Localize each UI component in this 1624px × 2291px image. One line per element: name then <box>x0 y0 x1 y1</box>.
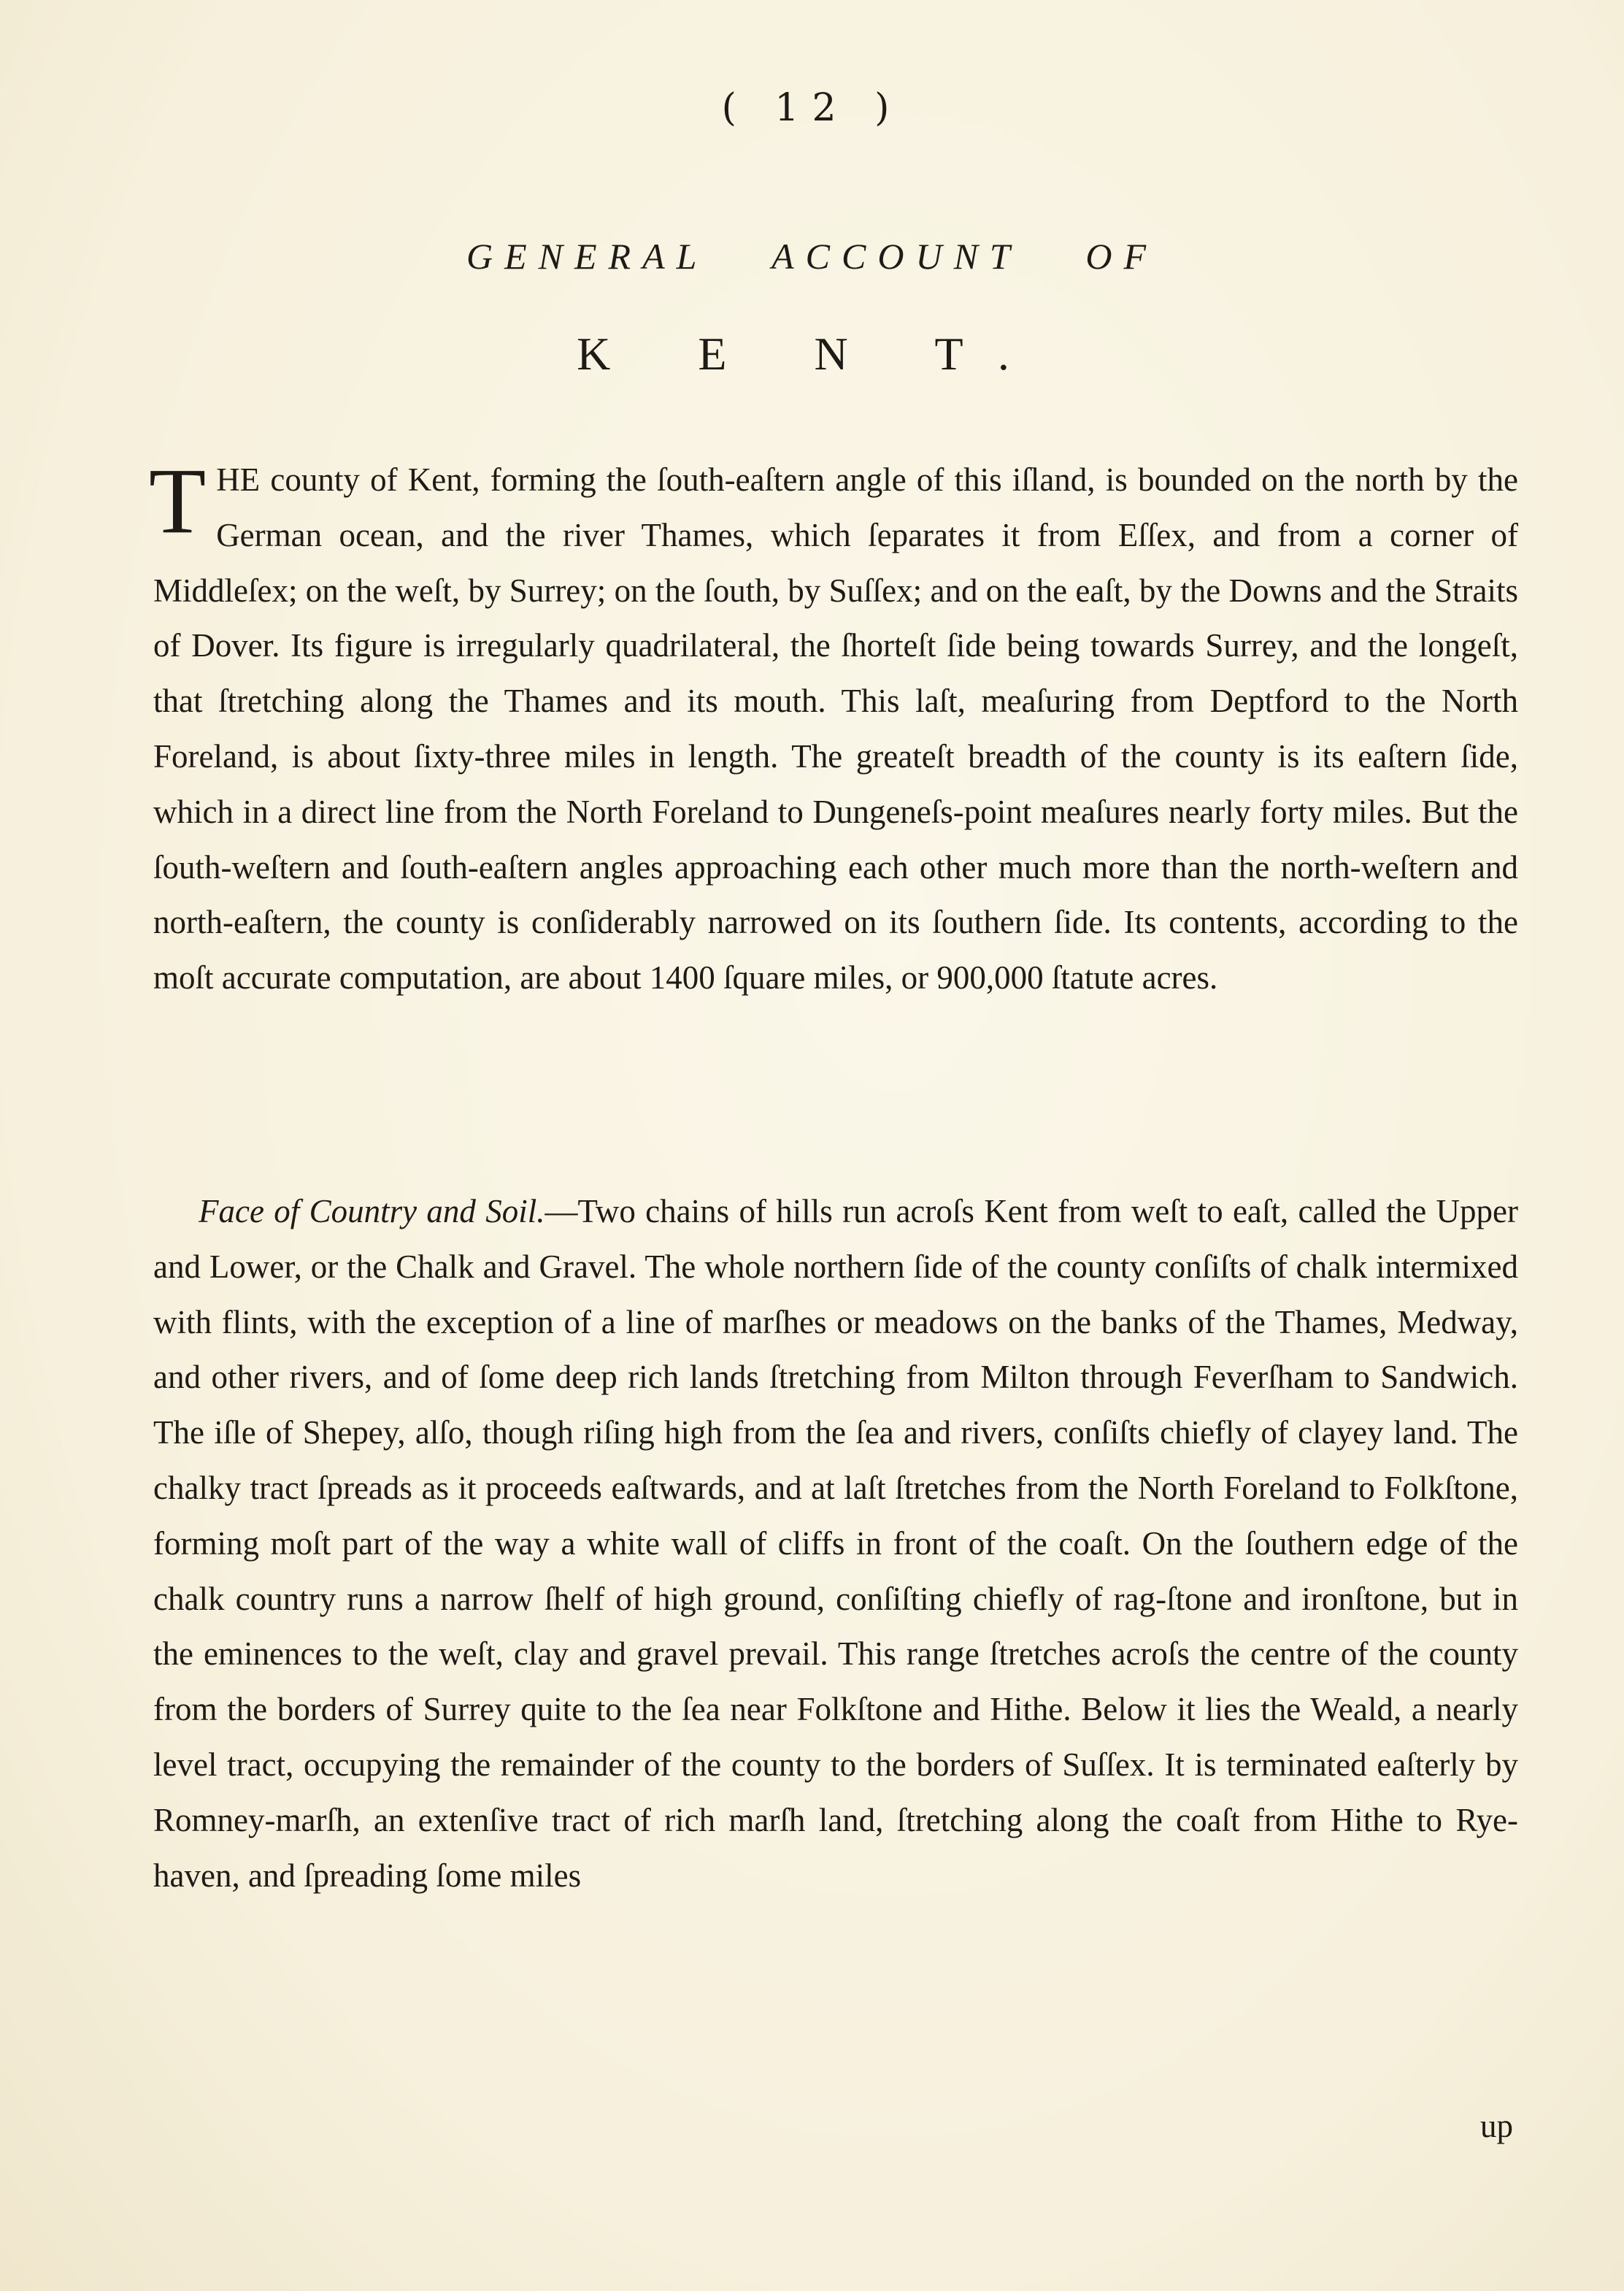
paragraph-boundaries <box>149 449 1518 1006</box>
paragraph-heading: Face of Country and Soil. <box>199 1193 545 1229</box>
section-title: GENERAL ACCOUNT OF <box>466 236 1158 277</box>
paragraph-face-of-country <box>153 1184 1518 1903</box>
page-number: ( 12 ) <box>721 86 903 130</box>
section-subtitle: K E N T. <box>577 328 1047 380</box>
drop-cap: T <box>149 449 207 553</box>
paragraph-boundaries-text: HE county of Kent, forming the ſouth-eaſtern angle of this iſland, is bounded on the north by the German ocean, and the river Thames, which ſeparates it from Eſſex, and from a corner of Middleſex; on the weſt, by Surrey; on the ſouth, by Suſſex; and on the eaſt, by the Downs and the Straits of Dover. Its figure is irregularly quadrilateral, the ſhorteſt ſide being towards Surrey, and the longeſt, that ſtretching along the Thames and its mouth. This laſt, meaſuring from Deptford to the North Foreland, is about ſixty-three miles in length. The greateſt breadth of the county is its eaſtern ſide, which in a direct line from the North Foreland to Dungeneſs-point meaſures nearly forty miles. But the ſouth-weſtern and ſouth-eaſtern angles approaching each other much more than the north-weſtern and north-eaſtern, the county is conſiderably narrowed on its ſouthern ſide. Its contents, according to the moſt accurate computation, are about 1400 ſquare miles, or 900,000 ſtatute acres. <box>153 461 1518 997</box>
catchword: up <box>1480 2108 1513 2144</box>
paragraph-face-of-country-text: —Two chains of hills run acroſs Kent from weſt to eaſt, called the Upper and Lower, or the Chalk and Gravel. The whole northern ſide of the county conſiſts of chalk intermixed with flints, with the exception of a line of marſhes or meadows on the banks of the Thames, Medway, and other rivers, and of ſome deep rich lands ſtretching from Milton through Feverſham to Sandwich. The iſle of Shepey, alſo, though riſing high from the ſea and rivers, conſiſts chiefly of clayey land. The chalky tract ſpreads as it proceeds eaſtwards, and at laſt ſtretches from the North Foreland to Folkſtone, forming moſt part of the way a white wall of cliffs in front of the coaſt. On the ſouthern edge of the chalk country runs a narrow ſhelf of high ground, conſiſting chiefly of rag-ſtone and ironſtone, but in the eminences to the weſt, clay and gravel prevail. This range ſtretches acroſs the centre of the county from the borders of Surrey quite to the ſea near Folkſtone and Hithe. Below it lies the Weald, a nearly level tract, occupying the remainder of the county to the borders of Suſſex. It is terminated eaſterly by Romney-marſh, an extenſive tract of rich marſh land, ſtretching along the coaſt from Hithe to Rye-haven, and ſpreading ſome miles <box>153 1193 1518 1894</box>
